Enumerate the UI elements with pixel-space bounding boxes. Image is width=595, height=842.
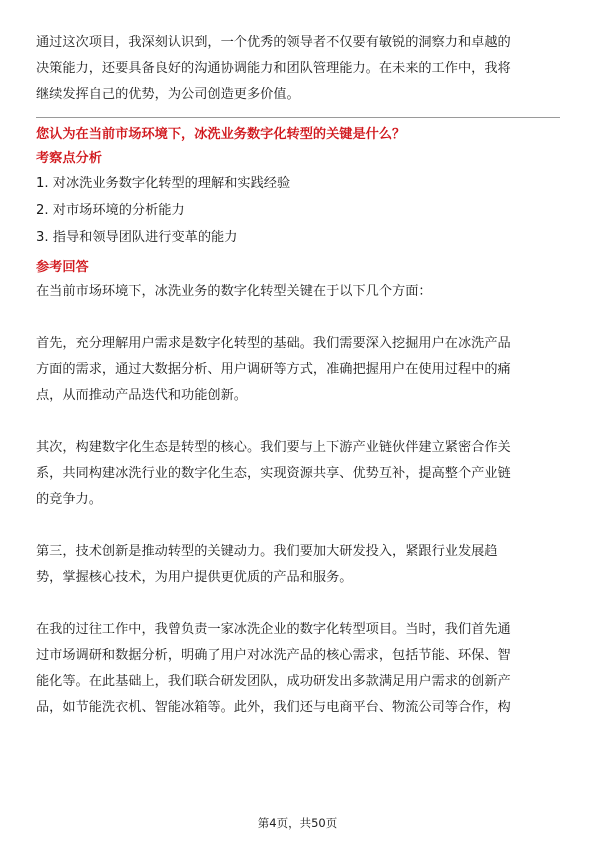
analysis-point: 3. 指导和领导团队进行变革的能力 [36, 230, 238, 245]
answer-paragraph [36, 331, 560, 409]
answer-paragraph [36, 539, 560, 591]
text-line: 第三，技术创新是推动转型的关键动力。我们要加大研发投入，紧跟行业发展趋 [36, 544, 498, 559]
text-line: 能化等。在此基础上，我们联合研发团队，成功研发出多款满足用户需求的创新产 [36, 674, 511, 689]
analysis-heading: 考察点分析 [36, 151, 102, 166]
text-line: 继续发挥自己的优势，为公司创造更多价值。 [36, 87, 300, 102]
answer-paragraph [36, 617, 560, 721]
text-line: 势，掌握核心技术，为用户提供更优质的产品和服务。 [36, 570, 353, 585]
text-line: 决策能力，还要具备良好的沟通协调能力和团队管理能力。在未来的工作中，我将 [36, 61, 511, 76]
answer-opening: 在当前市场环境下，冰洗业务的数字化转型关键在于以下几个方面： [36, 284, 432, 299]
document-page [36, 30, 560, 721]
text-line: 品，如节能洗衣机、智能冰箱等。此外，我们还与电商平台、物流公司等合作，构 [36, 700, 511, 715]
text-line: 方面的需求，通过大数据分析、用户调研等方式，准确把握用户在使用过程中的痛 [36, 362, 511, 377]
intro-paragraph [36, 30, 560, 108]
analysis-point: 1. 对冰洗业务数字化转型的理解和实践经验 [36, 176, 291, 191]
text-line: 首先，充分理解用户需求是数字化转型的基础。我们需要深入挖掘用户在冰洗产品 [36, 336, 511, 351]
text-line: 通过这次项目，我深刻认识到，一个优秀的领导者不仅要有敏锐的洞察力和卓越的 [36, 35, 511, 50]
text-line: 过市场调研和数据分析，明确了用户对冰洗产品的核心需求，包括节能、环保、智 [36, 648, 511, 663]
text-line: 的竞争力。 [36, 492, 102, 507]
text-line: 系，共同构建冰洗行业的数字化生态，实现资源共享、优势互补，提高整个产业链 [36, 466, 511, 481]
text-line: 其次，构建数字化生态是转型的核心。我们要与上下游产业链伙伴建立紧密合作关 [36, 440, 511, 455]
text-line: 点，从而推动产品迭代和功能创新。 [36, 388, 247, 403]
text-line: 在我的过往工作中，我曾负责一家冰洗企业的数字化转型项目。当时，我们首先通 [36, 622, 511, 637]
interview-question: 您认为在当前市场环境下，冰洗业务数字化转型的关键是什么？ [36, 127, 406, 142]
section-divider [36, 117, 560, 118]
analysis-points [36, 170, 560, 251]
analysis-point: 2. 对市场环境的分析能力 [36, 203, 185, 218]
answer-heading: 参考回答 [36, 260, 89, 275]
page-number: 第4页，共50页 [257, 816, 338, 830]
answer-paragraph [36, 435, 560, 513]
